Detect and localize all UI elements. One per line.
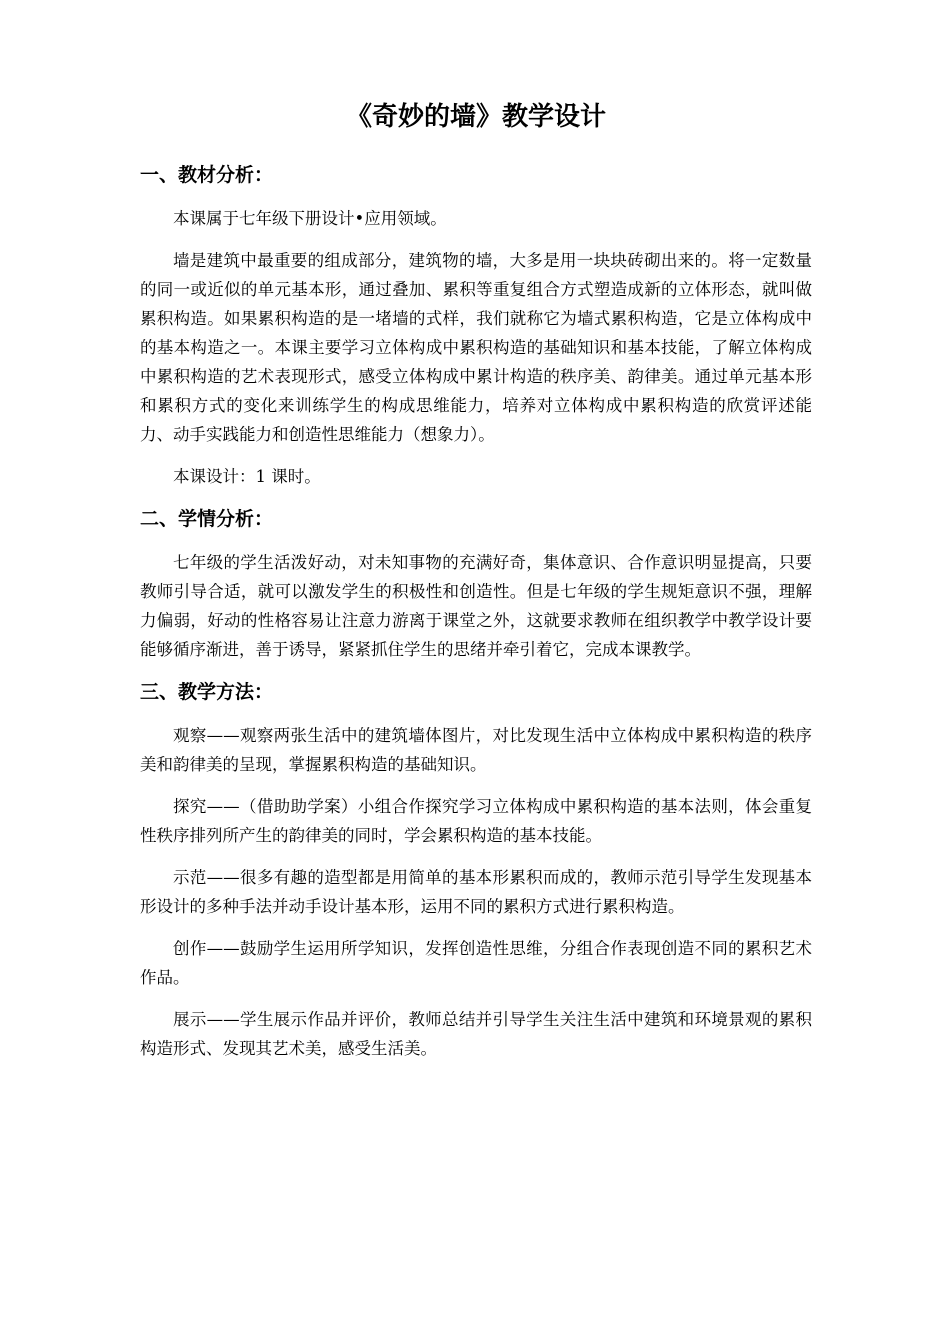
paragraph: 创作——鼓励学生运用所学知识，发挥创造性思维，分组合作表现创造不同的累积艺术作品。 <box>140 939 812 987</box>
paragraph: 示范——很多有趣的造型都是用简单的基本形累积而成的，教师示范引导学生发现基本形设计的多种手法并动手设计基本形，运用不同的累积方式进行累积构造。 <box>140 868 812 916</box>
paragraph: 展示——学生展示作品并评价，教师总结并引导学生关注生活中建筑和环境景观的累积构造形式、发现其艺术美，感受生活美。 <box>140 1010 812 1058</box>
paragraph: 墙是建筑中最重要的组成部分，建筑物的墙，大多是用一块块砖砌出来的。将一定数量的同一或近似的单元基本形，通过叠加、累积等重复组合方式塑造成新的立体形态，就叫做累积构造。如果累积构造的是一堵墙的式样，我们就称它为墙式累积构造，它是立体构成中的基本构造之一。本课主要学习立体构成中累积构造的基础知识和基本技能，了解立体构成中累积构造的艺术表现形式，感受立体构成中累计构造的秩序美、韵律美。通过单元基本形和累积方式的变化来训练学生的构成思维能力，培养对立体构成中累积构造的欣赏评述能力、动手实践能力和创造性思维能力（想象力）。 <box>140 251 812 444</box>
paragraph: 观察——观察两张生活中的建筑墙体图片，对比发现生活中立体构成中累积构造的秩序美和韵律美的呈现，掌握累积构造的基础知识。 <box>140 726 812 774</box>
document-page <box>140 98 812 1076</box>
section-heading: 二、学情分析： <box>140 508 274 530</box>
paragraph: 七年级的学生活泼好动，对未知事物的充满好奇，集体意识、合作意识明显提高，只要教师引导合适，就可以激发学生的积极性和创造性。但是七年级的学生规矩意识不强，理解力偏弱，好动的性格容易让注意力游离于课堂之外，这就要求教师在组织教学中教学设计要能够循序渐进，善于诱导，紧紧抓住学生的思绪并牵引着它，完成本课教学。 <box>140 553 812 659</box>
paragraph: 本课设计：1 课时。 <box>173 467 321 486</box>
section-textbook-analysis <box>140 160 812 491</box>
section-heading: 一、教材分析： <box>140 164 274 186</box>
section-heading: 三、教学方法： <box>140 681 274 703</box>
section-teaching-methods <box>140 677 812 1063</box>
section-student-analysis <box>140 504 812 664</box>
document-title: 《奇妙的墙》教学设计 <box>345 102 606 132</box>
paragraph: 探究——（借助助学案）小组合作探究学习立体构成中累积构造的基本法则，体会重复性秩序排列所产生的韵律美的同时，学会累积构造的基本技能。 <box>140 797 812 845</box>
paragraph: 本课属于七年级下册设计•应用领域。 <box>173 209 447 228</box>
